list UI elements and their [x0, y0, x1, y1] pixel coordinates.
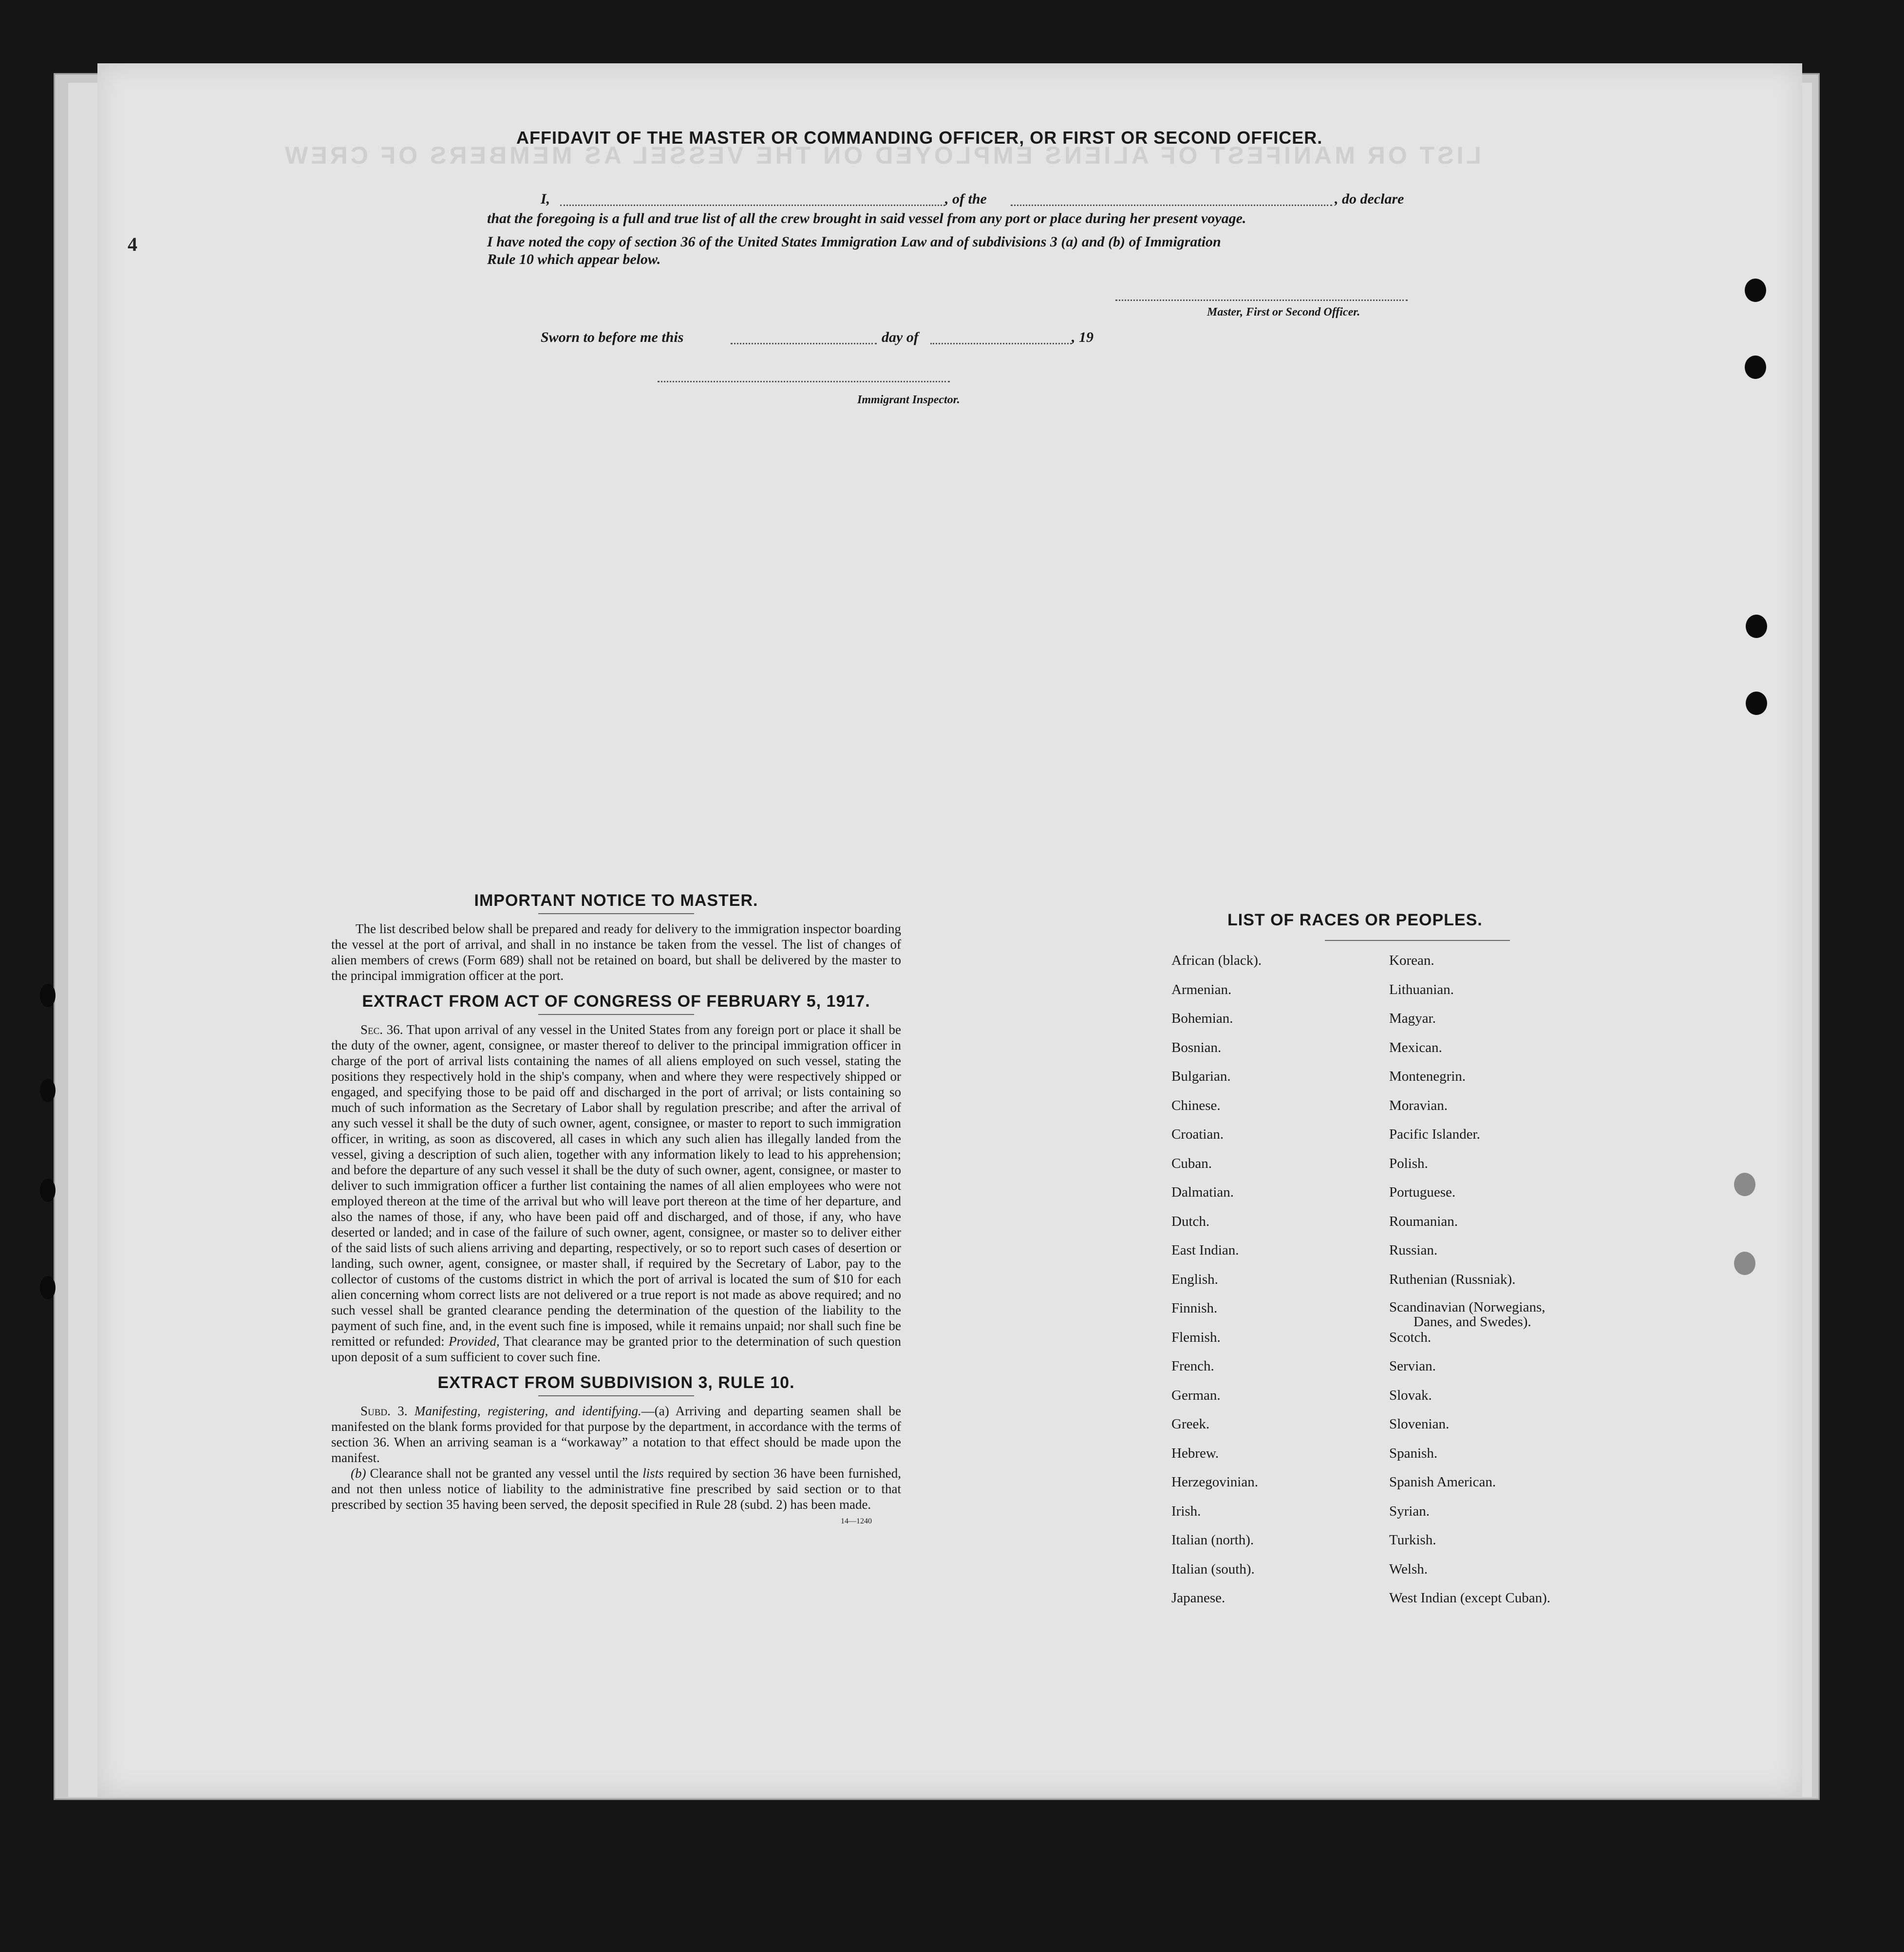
act-body: That upon arrival of any vessel in the United States from any foreign port or place it shall be the duty of the owner, agent, consignee, or master thereof to deliver to the principal immigration officer in charge of the port of arrival lists containing the names of all aliens employed on such vessel, stating the positions they respectively hold in the ship's company, when and where they were respectively shipped or engaged, and specifying those to be paid off and discharged in the port of arrival; or lists containing so much of such information as the Secretary of Labor shall by regulation prescribe; and after the arrival of any such vessel it shall be the duty of such owner, agent, consignee, or master to report to such immigration officer, in writing, as soon as discovered, all cases in which any such alien has illegally landed from the vessel, giving a description of such alien, together with any information likely to lead to his apprehension; and before the departure of any such vessel it shall be the duty of such owner, agent, consignee, or master to deliver to such immigration officer a further list containing the names of all alien employees who were not employed thereon at the time of the arrival but who will leave port thereon at the time of her departure, and also the names of those, if any, who have been paid off and discharged, and of those, if any, who have deserted or landed; and in case of the failure of such owner, agent, consignee, or master so to deliver either of the said lists of such aliens arriving and departing, respectively, or so to report such cases of desertion or landing, such owner, agent, consignee, or master shall, if required by the Secretary of Labor, pay to the collector of customs of the customs district in which the port of arrival is located the sum of $10 for each alien concerning whom correct lists are not delivered or a true report is not made as above required; and no such vessel shall be granted clearance pending the determination of the question of the liability to the payment of such fine, and, in the event such fine is imposed, while it remains unpaid; nor shall such fine be remitted or refunded: [331, 1022, 901, 1349]
race-item: Herzegovinian. [1171, 1474, 1258, 1490]
race-item: Greek. [1171, 1416, 1210, 1432]
affidavit-line-4: Rule 10 which appear below. [487, 251, 661, 267]
race-item: Italian (north). [1171, 1532, 1254, 1548]
race-item: Welsh. [1389, 1561, 1428, 1577]
race-item: Croatian. [1171, 1126, 1224, 1142]
name-blank [560, 205, 945, 206]
inspector-label: Immigrant Inspector. [857, 394, 960, 406]
punch-hole [1745, 356, 1766, 379]
race-item: Russian. [1389, 1242, 1438, 1258]
race-item: Bosnian. [1171, 1039, 1222, 1055]
subd-label: Subd. 3. [360, 1404, 408, 1418]
punch-hole [1734, 1173, 1755, 1196]
master-label: Master, First or Second Officer. [1207, 306, 1360, 319]
race-item: English. [1171, 1271, 1218, 1287]
race-item: Irish. [1171, 1503, 1201, 1519]
act-body-end: That clearance may be granted prior to the determination of such question upon deposit of a sum sufficient to cover such fine. [331, 1334, 902, 1364]
b-body-2: required by section 36 have been furnished, and not then unless notice of liability to the administrative fine prescribed by said section or to that prescribed by section 35 having been served, the deposit specified in Rule 28 (subd. 2) has been made. [331, 1466, 902, 1512]
bleed-through-title: LIST OR MANIFEST OF ALIENS EMPLOYED ON THE VESSEL AS MEMBERS OF CREW [282, 142, 1481, 169]
vessel-blank [1011, 205, 1332, 206]
race-item: Moravian. [1389, 1097, 1448, 1113]
form-number: 14—1240 [841, 1517, 872, 1525]
race-item: Mexican. [1389, 1039, 1442, 1055]
races-left-column [1171, 952, 1262, 1619]
race-item: Flemish. [1171, 1329, 1221, 1345]
divider [538, 1014, 694, 1015]
affidavit-line-2: that the foregoing is a full and true list of all the crew brought in said vessel from any port or place during her present voyage. [487, 210, 1246, 226]
inspector-signature-line [658, 381, 950, 382]
race-item: Lithuanian. [1389, 981, 1454, 997]
race-item: Magyar. [1389, 1011, 1436, 1026]
race-item: Hebrew. [1171, 1445, 1219, 1461]
race-item: Japanese. [1171, 1590, 1225, 1606]
affidavit-declare: , do declare [1335, 191, 1404, 207]
regulations-column [331, 891, 901, 1526]
provided-word: Provided, [449, 1334, 500, 1349]
race-item: Korean. [1389, 953, 1434, 968]
races-title: LIST OF RACES OR PEOPLES. [1227, 911, 1483, 929]
act-title: EXTRACT FROM ACT OF CONGRESS OF FEBRUARY 5, 1917. [362, 992, 870, 1011]
notice-text: The list described below shall be prepared and ready for delivery to the immigration inspector boarding the vessel at the port of arrival, and shall in no instance be taken from the vessel. The list of changes of alien members of crews (Form 689) shall not be retained on board, but shall be delivered by the master to the principal immigration officer at the port. [331, 921, 901, 983]
notice-title: IMPORTANT NOTICE TO MASTER. [474, 891, 758, 910]
race-item: African (black). [1171, 953, 1262, 968]
race-item: Spanish. [1389, 1445, 1438, 1461]
rule10-title: EXTRACT FROM SUBDIVISION 3, RULE 10. [437, 1373, 795, 1392]
day-of-label: day of [882, 329, 919, 345]
sworn-day-blank [731, 343, 877, 344]
affidavit-of-the: , of the [945, 191, 987, 207]
subd-italic: Manifesting, registering, and identifying. [414, 1404, 641, 1418]
race-item-continuation: Danes, and Swedes). [1414, 1314, 1531, 1330]
race-item: Spanish American. [1389, 1474, 1496, 1490]
race-item: Polish. [1389, 1155, 1428, 1171]
divider [538, 1395, 694, 1396]
punch-hole [40, 1179, 56, 1202]
race-item: Turkish. [1389, 1532, 1436, 1548]
race-item: Roumanian. [1389, 1213, 1458, 1229]
divider [1325, 940, 1510, 941]
punch-hole [1746, 692, 1767, 715]
race-item: Bulgarian. [1171, 1069, 1231, 1084]
margin-number: 4 [128, 233, 137, 255]
race-item: German. [1171, 1387, 1221, 1403]
race-item: Ruthenian (Russniak). [1389, 1271, 1516, 1287]
punch-hole [1745, 279, 1766, 302]
race-item: Syrian. [1389, 1503, 1430, 1519]
affidavit-title: AFFIDAVIT OF THE MASTER OR COMMANDING OFFICER, OR FIRST OR SECOND OFFICER. [516, 128, 1323, 148]
affidavit-line-3: I have noted the copy of section 36 of the United States Immigration Law and of subdivisions 3 (a) and (b) of Immigration [487, 234, 1221, 250]
subd-a-body: —(a) Arriving and departing seamen shall be manifested on the blank forms provided for that purpose by the department, in accordance with the terms of section 36. When an arriving seaman is a “workaway” a notation to that effect should be made upon the manifest. [331, 1404, 901, 1465]
b-lists: lists [642, 1466, 664, 1481]
race-item: West Indian (except Cuban). [1389, 1590, 1551, 1606]
race-item-scandinavian [1389, 1300, 1550, 1329]
race-item: Dutch. [1171, 1213, 1210, 1229]
b-label: (b) [351, 1466, 366, 1481]
race-item: French. [1171, 1358, 1214, 1374]
b-body-1: Clearance shall not be granted any vessel until the [370, 1466, 639, 1481]
race-item: Italian (south). [1171, 1561, 1255, 1577]
race-item: Dalmatian. [1171, 1184, 1234, 1200]
punch-hole [1746, 615, 1767, 638]
punch-hole [40, 984, 56, 1007]
race-item: Portuguese. [1389, 1184, 1456, 1200]
divider [538, 913, 694, 914]
race-item: Montenegrin. [1389, 1069, 1466, 1084]
month-blank [930, 343, 1072, 344]
race-item: Pacific Islander. [1389, 1126, 1480, 1142]
race-item: Scandinavian (Norwegians, [1389, 1299, 1546, 1315]
sworn-label: Sworn to before me this [541, 329, 684, 345]
race-item: Scotch. [1389, 1329, 1432, 1345]
race-item: Slovak. [1389, 1387, 1432, 1403]
race-item: Servian. [1389, 1358, 1436, 1374]
punch-hole [40, 1276, 56, 1299]
races-right-column [1389, 952, 1550, 1619]
master-signature-line [1115, 300, 1408, 301]
affidavit-i: I, [541, 191, 550, 207]
rule10-a-text [331, 1403, 901, 1465]
race-item: Finnish. [1171, 1300, 1218, 1316]
sec-label: Sec. 36. [360, 1022, 403, 1037]
race-item: Cuban. [1171, 1155, 1212, 1171]
race-item: Bohemian. [1171, 1011, 1233, 1026]
act-text [331, 1022, 901, 1365]
punch-hole [1734, 1252, 1755, 1275]
race-item: Armenian. [1171, 981, 1232, 997]
rule10-b-text [331, 1465, 901, 1512]
race-item: Slovenian. [1389, 1416, 1450, 1432]
race-item: East Indian. [1171, 1242, 1239, 1258]
race-item: Chinese. [1171, 1097, 1221, 1113]
year-label: , 19 [1072, 329, 1093, 345]
punch-hole [40, 1079, 56, 1102]
